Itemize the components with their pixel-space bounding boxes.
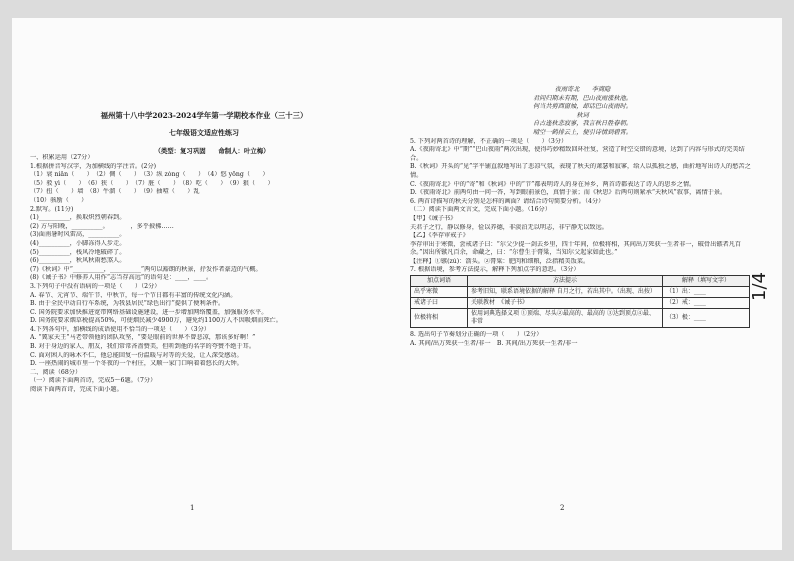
right-line: 【注释】①镞(zú)：箭头。②膏粱：肥肉和细粮，泛指精美饭菜。: [410, 257, 590, 265]
left-line: (4)__________，小脚冻得人步走。: [30, 239, 126, 247]
table-row: [411, 287, 750, 298]
left-line: 1.根据拼音写汉字，为加横线的字注音。(2分): [30, 162, 157, 170]
poem-line-4: 晴空一鹤排云上，便引诗情到碧霄。: [533, 128, 632, 136]
table-row: [411, 309, 750, 328]
table-header: 解释（填写文字）: [663, 276, 750, 287]
left-line: C. 面对困人的咏木不仁，他总能回复一份温暖与对等的关爱，让人深受感动。: [30, 351, 243, 359]
left-line: A. 春节、元宵节、端午节、中秋节，每一个节日都有丰富的传统文化内涵。: [30, 291, 237, 299]
left-line: （7）扭（ ）墙 （8）牛溜（ ） （9）抽噎（ ）乱: [30, 188, 200, 196]
right-line: 【乙】《李存审戒子》: [410, 232, 469, 240]
table-cell: 位极将相: [411, 309, 468, 328]
poem-title-1: 夜雨寄北 李商隐: [554, 86, 611, 93]
left-line: (7)《秋词》中“__________，__________”两句以豁朗的秋景，抒发作者豪迈的气概。: [30, 265, 262, 273]
poem-line-1: 君问归期未有期，巴山夜雨涨秋池。: [533, 94, 632, 102]
right-line: 夫君子之行，静以修身，俭以养德，非淡泊无以明志，非宁静无以致远。: [410, 223, 608, 231]
table-header: 加点词语: [411, 276, 468, 287]
table-header-row: [411, 276, 750, 287]
left-line: (8)《诫子书》中修养人用作“志当存高远”的语句是：____，____。: [30, 274, 213, 282]
left-line: A. “冀家天王”马老带领他的团队攻坚，“要是眼前的世界不曾悲凉，那该多好啊！”: [30, 334, 256, 342]
left-line: (1)__________，换取炽烈朝春到。: [30, 214, 126, 222]
answer-cell: （1）出：____: [663, 287, 750, 298]
left-line: D. 一座热闹的城市里一个冬夜的一个村庄，又顺一家门口响着着悠长的大钟。: [30, 360, 243, 368]
right-line: 7. 根据语境，参考方法提示，解释下列加点字的意思。（3分）: [410, 266, 580, 274]
page-fraction-label: 1/4: [749, 272, 771, 301]
left-line: 一、积累运用（27分）: [30, 154, 94, 161]
answer-cell: （3）极：____: [663, 309, 750, 328]
poem-title-2: 秋词: [576, 111, 589, 119]
right-line: B.《秋词》开头的“见”字平铺直叙地写出了悲凉气氛，表现了秋天的萧瑟和寂寥，给人以孤独之感，曲折地写出诗人的愁苦之情。: [410, 163, 751, 179]
table-cell: 关联教材 《诫子书》: [468, 298, 663, 309]
left-line: (2) 方与阳晚，__________。 ，多乎披拂……: [30, 222, 174, 230]
table-cell: 依用词典选择义项 ①顶端、尽头②最高的、最高的 ③达到顶点④最、非常: [468, 309, 663, 328]
left-line: 2.默写。(11分): [30, 205, 74, 213]
table-row: [411, 298, 750, 309]
right-line: D.《夜雨寄北》前两句由一问一答，写到眼前景色，真情于景；而《秋思》后两句则紧承“天秋风”叙事，离情于景。: [410, 189, 727, 197]
table-cell: 戒诸子曰: [411, 298, 468, 309]
poem-line-3: 自古逢秋悲寂寥，我言秋日胜春朝。: [533, 120, 632, 128]
left-line: (6)__________，秋风秋雨愁煞人。: [30, 257, 126, 265]
left-line: （一）阅读下面两首诗，完成5～6题。（7分）: [30, 377, 157, 385]
right-line: 【甲】《诫子书》: [410, 214, 457, 222]
left-line: C. 国务院要求加快推进宽带网络基础设施建设，进一步增加网络覆盖，加强服务水平。: [30, 308, 268, 316]
vocab-table: [410, 275, 750, 328]
right-column: [410, 86, 755, 348]
right-line: 5. 下列对两首诗的理解，不正确的一项是（ ）（3分）: [410, 137, 568, 145]
left-line: (3)面南暑时风雷高，__________。: [30, 231, 126, 239]
poem-block: [410, 86, 755, 138]
table-cell: 参考旧知，联系语境依据的解释 自月之行，若出其中。（出现、出按）: [468, 287, 663, 298]
answer-cell: （2）戒：____: [663, 298, 750, 309]
right-line: A.《夜雨寄北》中“期”“巴山夜雨”两次出现，使得巧妙精致回环往复，营造了时空交错的意境，达到了内容与形式的完美结合。: [410, 146, 745, 162]
left-line: 3.下列句子中没有语病的一项是（ ）（2分）: [30, 282, 161, 290]
doc-meta: （类型：复习巩固 命制人：叶立梅）: [154, 147, 270, 155]
scanned-sheet: [12, 18, 782, 550]
after-line: 8. 选出句子节奏划分正确的一项（ ）（2分）: [410, 331, 543, 339]
left-line: B. 由于全民中动自行车系统，为我县居民“绿色出行”提供了便利条件。: [30, 300, 225, 308]
left-line: (5)__________，栈风冷地破碎了。: [30, 248, 126, 256]
doc-subtitle: 七年级语文适应性练习: [169, 128, 239, 137]
page-number-left: 1: [190, 504, 195, 512]
right-line: （二）阅读下面两文言文，完成下面小题。（16分）: [410, 206, 551, 214]
left-line: （1）衰 niǎn（ ） （2）倜（ ） （3）纵 zòng（ ） （4）悠 yōng（ ）: [30, 171, 269, 179]
after-line: A. 其间/出万死获一生者/非一 B. 其间/出万死获一生者/非一: [410, 339, 578, 347]
page-number-right: 2: [560, 504, 565, 512]
doc-title: 福州第十八中学2023-2024学年第一学期校本作业（三十三）: [100, 111, 308, 120]
left-line: （5）驳 yì（ ） （6）狭（ ） （7）脏（ ） （8）吃（ ） （9）狠（ ）: [30, 179, 274, 187]
left-line: 4.下列各句中，加横线的成语使用不恰当的一项是（ ）（3分）: [30, 325, 210, 333]
right-line: 李存审出于寒微，尝戒诸子曰：“尔父少提一剑去乡里，四十年间，位极将相，其间出万死获一生者非一，破骨出镞者凡百余。”因出所镞凡百余，命藏之，曰：“尔曹生于膏粱，当知尔父起家如此也。”: [410, 240, 742, 257]
left-line: （10）骇励（ ）: [30, 196, 88, 204]
left-column: [30, 154, 385, 395]
left-line: D. 国务院要求烟草税提高50%，可使烟民减少4900万，避免约1100万人不因吸烟而死亡。: [30, 317, 282, 325]
left-line: 二、阅读（68分）: [30, 368, 82, 376]
right-line: C.《夜雨寄北》中的“寄”和《秋词》中的“节”都表明诗人的身在异乡，两首诗都表达了诗人的思乡之情。: [410, 180, 696, 188]
table-cell: 出乎寒微: [411, 287, 468, 298]
left-line: 阅读下面两首诗，完成下面小题。: [30, 386, 123, 394]
right-line: 6. 两首诗描写的秋天分别是怎样的画面？请结合诗句简要分析。（4分）: [410, 197, 605, 205]
after-table-questions: [410, 331, 755, 348]
poem-line-2: 何当共剪西窗烛，却话巴山夜雨时。: [533, 103, 632, 111]
left-line: B. 对于身边的家人、朋友，我们常常吝啬赞美，但听到他的名字的夸赞不绝于耳。: [30, 343, 256, 351]
table-header: 方法提示: [468, 276, 663, 287]
right-questions: [410, 138, 755, 276]
